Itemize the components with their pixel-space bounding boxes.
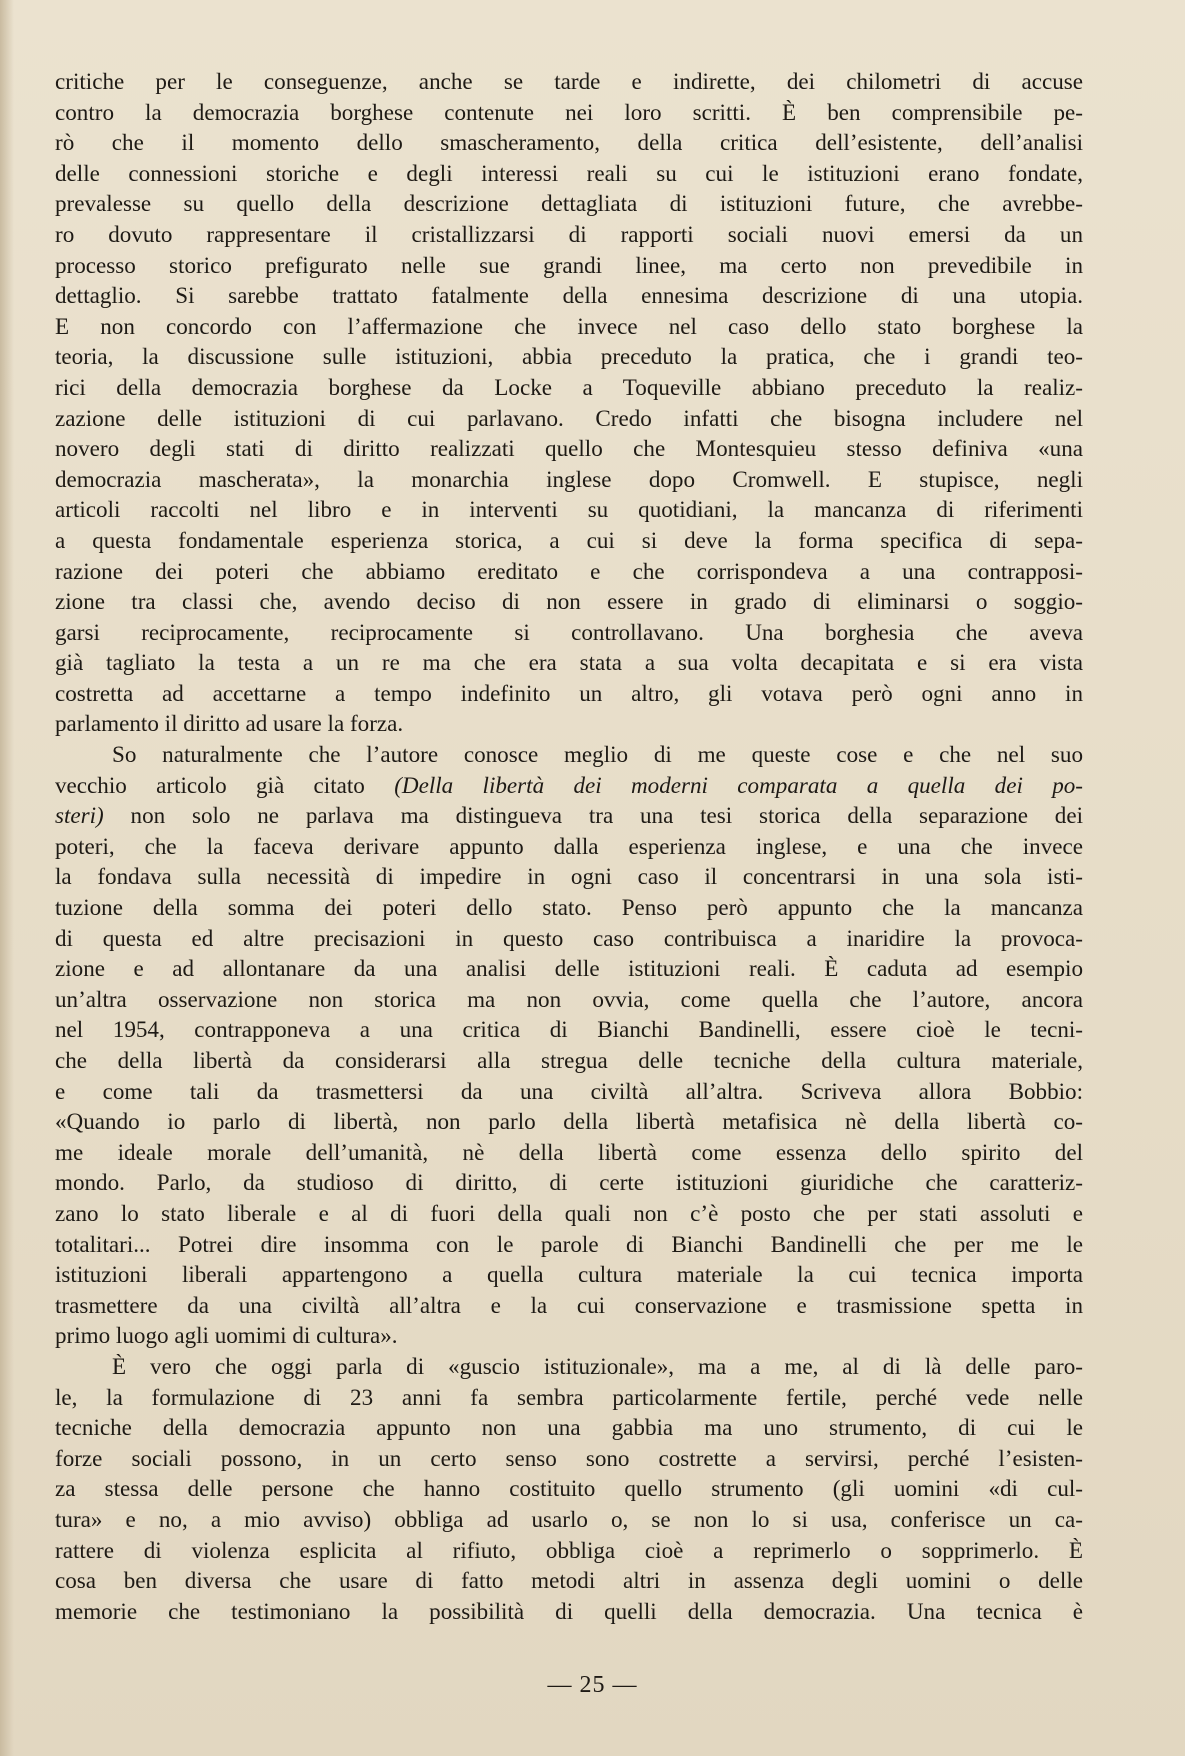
text-line: zione tra classi che, avendo deciso di non essere in grado di eliminarsi o soggio-	[55, 588, 1083, 615]
text-line: tura» e no, a mio avviso) obbliga ad usarlo o, se non lo si usa, conferisce un ca-	[55, 1505, 1083, 1532]
text-line: zione e ad allontanare da una analisi delle istituzioni reali. È caduta ad esempio	[55, 955, 1083, 982]
text-line: memorie che testimoniano la possibilità di quelli della democrazia. Una tecnica è	[55, 1597, 1083, 1624]
text-line: contro la democrazia borghese contenute nei loro scritti. È ben comprensibile pe-	[55, 98, 1083, 125]
text-line: rattere di violenza esplicita al rifiuto, obbliga cioè a reprimerlo o sopprimerlo. È	[55, 1536, 1083, 1563]
text-line: tecniche della democrazia appunto non una gabbia ma uno strumento, di cui le	[55, 1414, 1083, 1441]
text-line: la fondava sulla necessità di impedire in ogni caso il concentrarsi in una sola isti-	[55, 863, 1083, 890]
text-line: razione dei poteri che abbiamo ereditato e che corrispondeva a una contrapposi-	[55, 557, 1083, 584]
text-line: mondo. Parlo, da studioso di diritto, di certe istituzioni giuridiche che caratteriz-	[55, 1169, 1083, 1196]
text-line: dettaglio. Si sarebbe trattato fatalmente della ennesima descrizione di una utopia.	[55, 282, 1083, 309]
text-line-with-title	[55, 800, 1083, 831]
text-line: rici della democrazia borghese da Locke a Toqueville abbiano preceduto la realiz-	[55, 373, 1083, 400]
text-line: rò che il momento dello smascheramento, della critica dell’esistente, dell’analisi	[55, 129, 1083, 156]
text-line: «Quando io parlo di libertà, non parlo della libertà metafisica nè della libertà co-	[55, 1108, 1083, 1135]
text-line: e come tali da trasmettersi da una civiltà all’altra. Scriveva allora Bobbio:	[55, 1077, 1083, 1104]
text-line: parlamento il diritto ad usare la forza.	[55, 710, 404, 737]
text-line: zazione delle istituzioni di cui parlavano. Credo infatti che bisogna includere nel	[55, 404, 1083, 431]
text-line: a questa fondamentale esperienza storica, a cui si deve la forma specifica di sepa-	[55, 526, 1083, 553]
paragraph-2	[55, 739, 1083, 1351]
text-line: totalitari... Potrei dire insomma con le parole di Bianchi Bandinelli che per me le	[55, 1230, 1083, 1257]
text-line: critiche per le conseguenze, anche se tarde e indirette, dei chilometri di accuse	[55, 68, 1083, 94]
text-line: delle connessioni storiche e degli interessi reali su cui le istituzioni erano fondate,	[55, 159, 1083, 186]
text-line: costretta ad accettarne a tempo indefinito un altro, gli votava però ogni anno in	[55, 679, 1083, 706]
text-line: che della libertà da considerarsi alla stregua delle tecniche della cultura materiale,	[55, 1047, 1083, 1073]
text-line: So naturalmente che l’autore conosce meglio di me queste cose e che nel suo	[112, 741, 1083, 768]
text-line: garsi reciprocamente, reciprocamente si controllavano. Una borghesia che aveva	[55, 618, 1083, 645]
text-line: le, la formulazione di 23 anni fa sembra particolarmente fertile, perché vede nelle	[55, 1383, 1083, 1410]
body-text	[55, 66, 1083, 1626]
text-line: tuzione della somma dei poteri dello stato. Penso però appunto che la mancanza	[55, 894, 1083, 921]
text-line: forze sociali possono, in un certo senso sono costrette a servirsi, perché l’esisten-	[55, 1444, 1083, 1471]
article-title: (Della libertà dei moderni comparata a quella dei po-	[394, 771, 1083, 798]
text-line: trasmettere da una civiltà all’altra e la cui conservazione e trasmissione spetta in	[55, 1291, 1083, 1318]
text-line: processo storico prefigurato nelle sue grandi linee, ma certo non prevedibile in	[55, 251, 1083, 278]
text-line: za stessa delle persone che hanno costituito quello strumento (gli uomini «di cul-	[55, 1475, 1083, 1502]
text-line: istituzioni liberali appartengono a quella cultura materiale la cui tecnica importa	[55, 1261, 1083, 1288]
text-line: un’altra osservazione non storica ma non ovvia, come quella che l’autore, ancora	[55, 985, 1083, 1012]
page-binding-shadow	[0, 0, 14, 1756]
text-line: già tagliato la testa a un re ma che era stata a sua volta decapitata e si era vista	[55, 649, 1083, 676]
text-line: poteri, che la faceva derivare appunto dalla esperienza inglese, e una che invece	[55, 832, 1083, 859]
text-line: zano lo stato liberale e al di fuori della quali non c’è posto che per stati assoluti e	[55, 1199, 1083, 1226]
text-line: me ideale morale dell’umanità, nè della libertà come essenza dello spirito del	[55, 1138, 1083, 1165]
text-line: primo luogo agli uomimi di cultura».	[55, 1322, 398, 1349]
text-line: È vero che oggi parla di «guscio istituzionale», ma a me, al di là delle paro-	[112, 1352, 1083, 1379]
text-line: nel 1954, contrapponeva a una critica di Bianchi Bandinelli, essere cioè le tecni-	[55, 1016, 1083, 1043]
text-line-with-title	[55, 770, 1083, 801]
text-fragment: non solo ne parlava ma distingueva tra una tesi storica della separazione dei	[130, 802, 1083, 829]
paragraph-1	[55, 66, 1083, 739]
text-line: E non concordo con l’affermazione che invece nel caso dello stato borghese la	[55, 312, 1083, 339]
text-line: ro dovuto rappresentare il cristallizzarsi di rapporti sociali nuovi emersi da un	[55, 220, 1083, 247]
text-line: cosa ben diversa che usare di fatto metodi altri in assenza degli uomini o delle	[55, 1567, 1083, 1594]
text-line: prevalesse su quello della descrizione dettagliata di istituzioni future, che avrebbe-	[55, 190, 1083, 217]
text-line: articoli raccolti nel libro e in interventi su quotidiani, la mancanza di riferimenti	[55, 496, 1083, 523]
page-number: — 25 —	[547, 1672, 638, 1698]
text-line: di questa ed altre precisazioni in questo caso contribuisca a inaridire la provoca-	[55, 924, 1083, 951]
paragraph-3	[55, 1351, 1083, 1626]
article-title-end: steri)	[55, 802, 104, 829]
text-line: democrazia mascherata», la monarchia inglese dopo Cromwell. E stupisce, negli	[55, 465, 1083, 492]
text-line: teoria, la discussione sulle istituzioni, abbia preceduto la pratica, che i grandi teo-	[55, 343, 1083, 370]
text-fragment: vecchio articolo già citato	[55, 771, 365, 798]
text-line: novero degli stati di diritto realizzati quello che Montesquieu stesso definiva «una	[55, 435, 1083, 462]
